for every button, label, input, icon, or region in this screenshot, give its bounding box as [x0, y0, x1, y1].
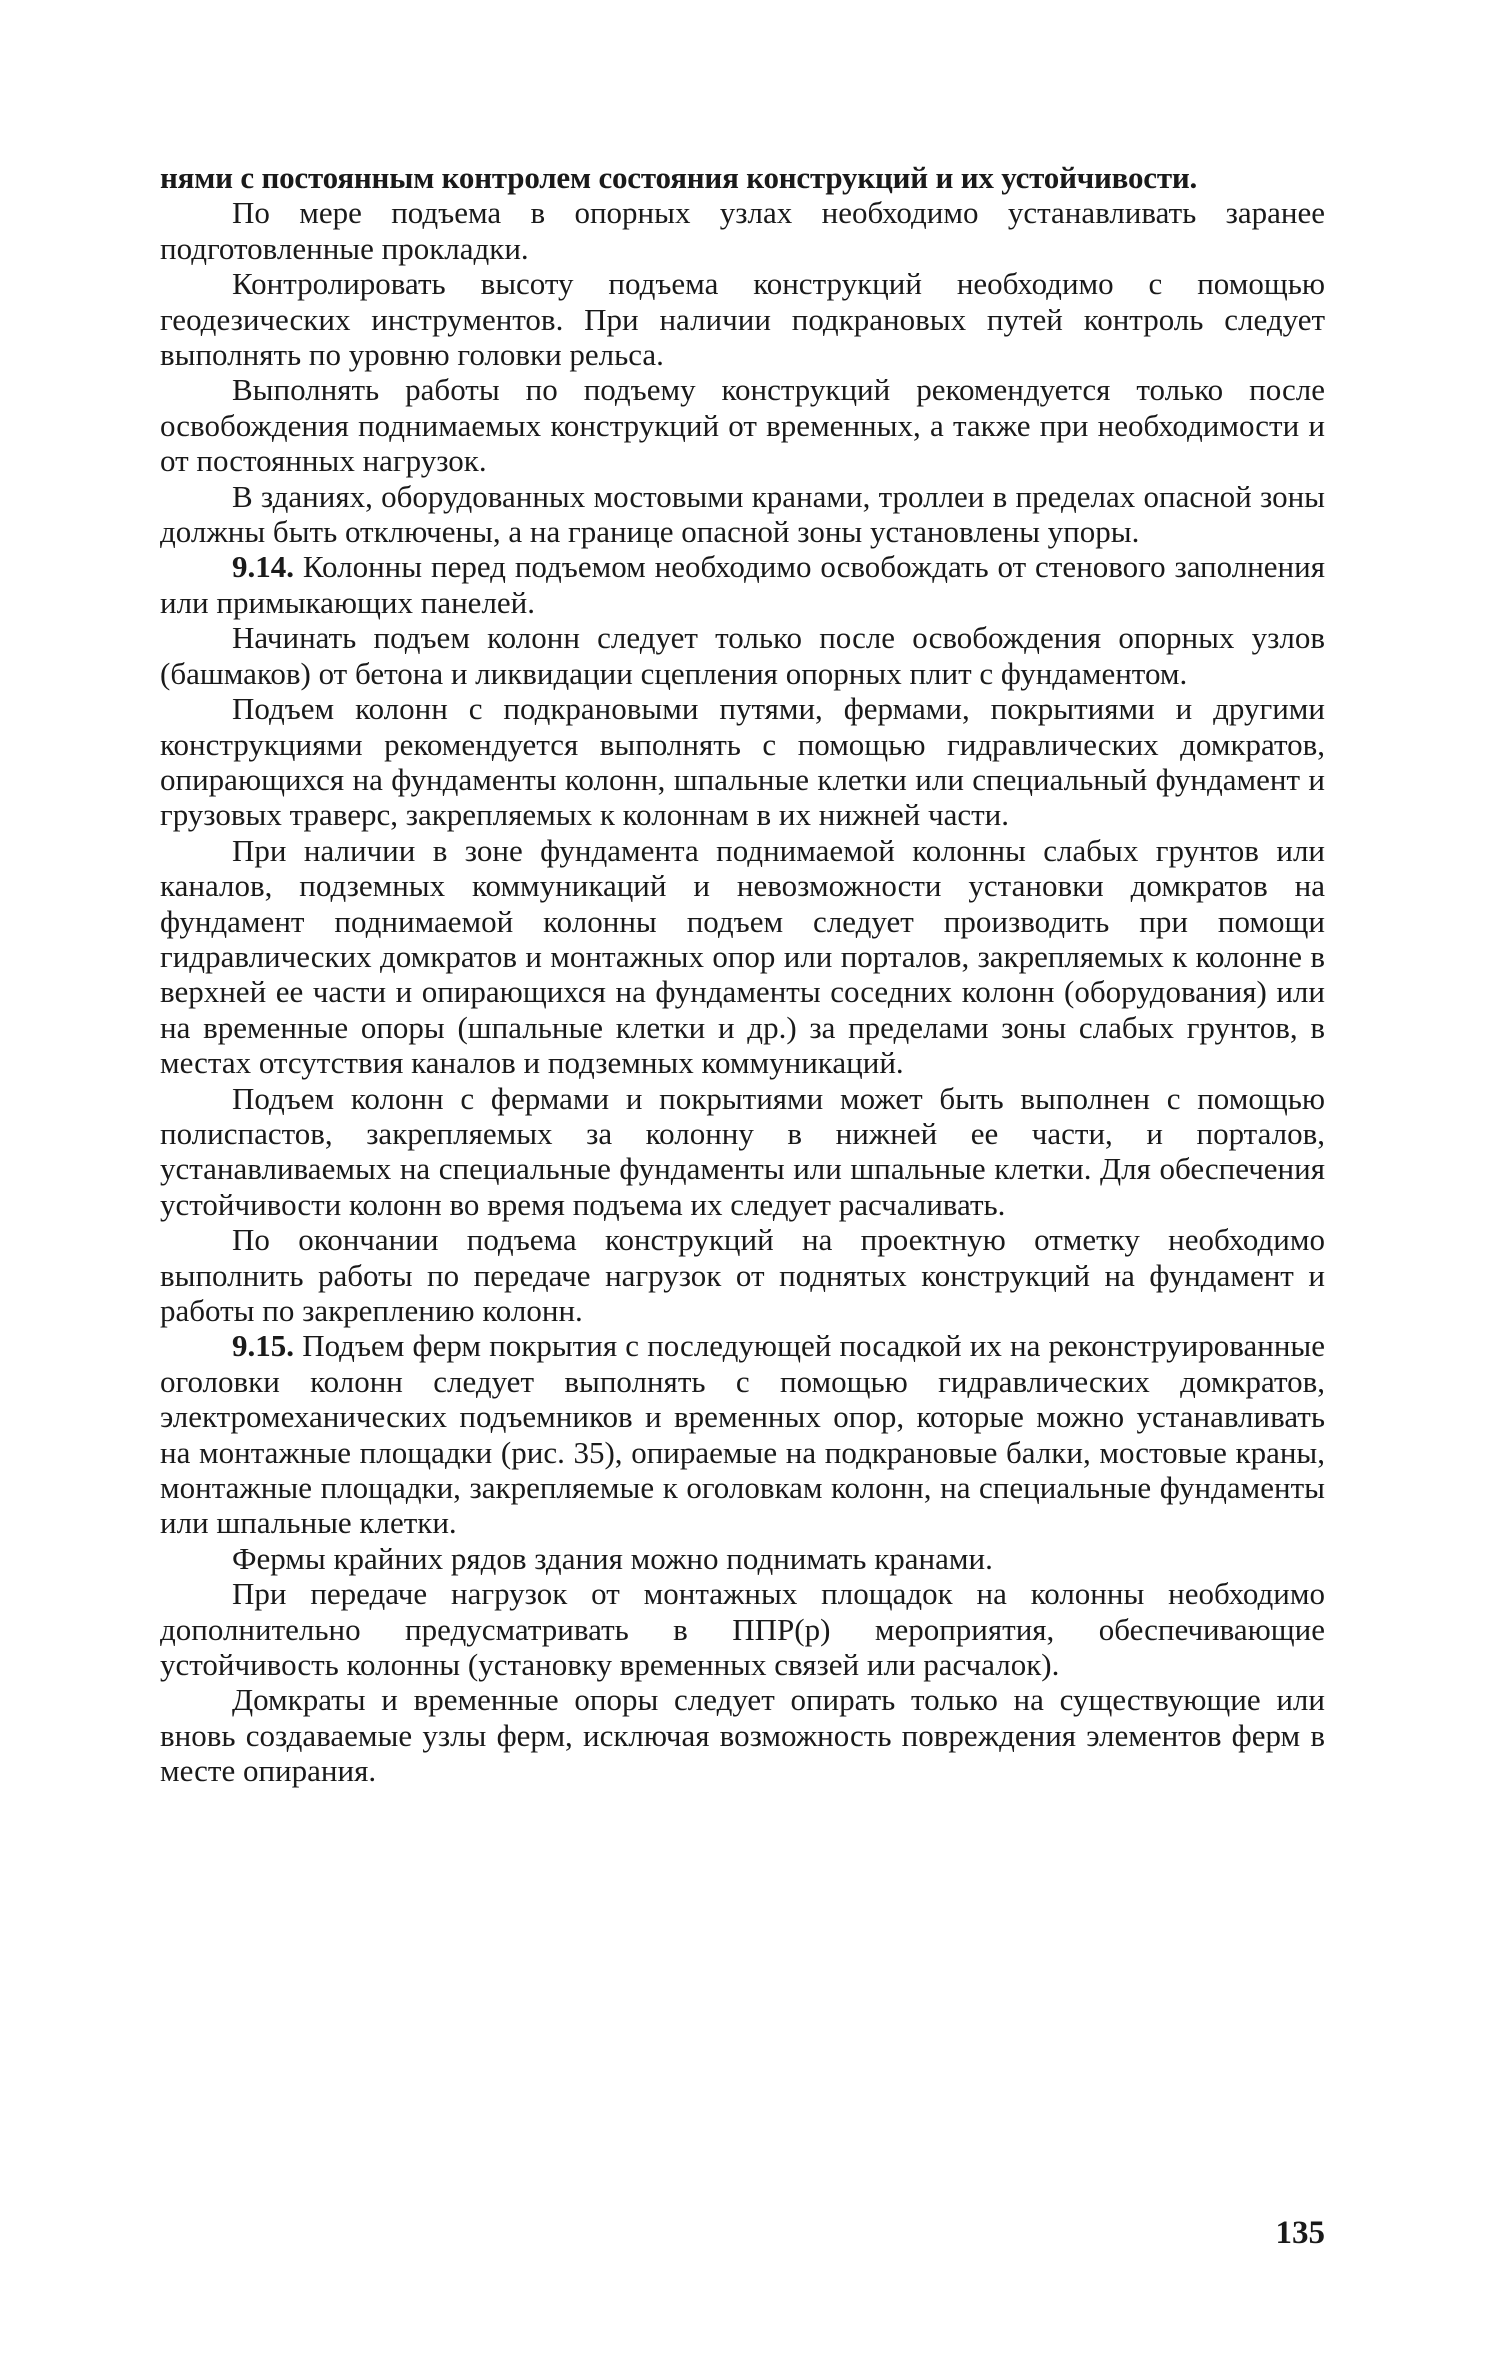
document-body — [160, 160, 1325, 1789]
paragraph — [160, 479, 1325, 550]
paragraph-text: Фермы крайних рядов здания можно поднимать кранами. — [232, 1540, 993, 1576]
paragraph — [160, 549, 1325, 620]
paragraph-text: Выполнять работы по подъему конструкций рекомендуется только после освобождения поднимаемых конструкций от временных, а также при необходимости и от постоянных нагрузок. — [160, 372, 1325, 479]
paragraph-text: Начинать подъем колонн следует только после освобождения опорных узлов (башмаков) от бетона и ликвидации сцепления опорных плит с фундаментом. — [160, 620, 1325, 691]
paragraph — [160, 1222, 1325, 1328]
paragraph — [160, 1541, 1325, 1576]
paragraph — [160, 1576, 1325, 1682]
paragraph — [160, 195, 1325, 266]
section-number: 9.14. — [232, 549, 294, 585]
paragraph-text: Подъем ферм покрытия с последующей посадкой их на реконструированные оголовки колонн следует выполнять с помощью гидравлических домкратов, электромеханических подъемников и временных опор, которые можно устанавливать на монтажные площадки (рис. 35), опираемые на подкрановые балки, мостовые краны, монтажные площадки, закрепляемые к оголовкам колонн, на специальные фундаменты или шпальные клетки. — [160, 1328, 1326, 1541]
paragraph — [160, 620, 1325, 691]
paragraph-text: При наличии в зоне фундамента поднимаемой колонны слабых грунтов или каналов, подземных коммуникаций и невозможности установки домкратов на фундамент поднимаемой колонны подъем следует производить при помощи гидравлических домкратов и монтажных опор или порталов, закрепляемых к колонне в верхней ее части и опирающихся на фундаменты соседних колонн (оборудования) или на временные опоры (шпальные клетки и др.) за пределами зоны слабых грунтов, в местах отсутствия каналов и подземных коммуникаций. — [160, 832, 1325, 1081]
paragraph-text: При передаче нагрузок от монтажных площадок на колонны необходимо дополнительно предусматривать в ППР(р) мероприятия, обеспечивающие устойчивость колонны (установку временных связей или расчалок). — [160, 1576, 1325, 1683]
paragraph — [160, 160, 1325, 195]
paragraph — [160, 1328, 1325, 1540]
document-page — [160, 160, 1325, 2300]
paragraph — [160, 372, 1325, 478]
paragraph-text: Подъем колонн с фермами и покрытиями может быть выполнен с помощью полиспастов, закрепляемых за колонну в нижней ее части, и порталов, устанавливаемых на специальные фундаменты или шпальные клетки. Для обеспечения устойчивости колонн во время подъема их следует расчаливать. — [160, 1080, 1325, 1222]
paragraph-text: По мере подъема в опорных узлах необходимо устанавливать заранее подготовленные прокладки. — [160, 195, 1325, 266]
paragraph-text: По окончании подъема конструкций на проектную отметку необходимо выполнить работы по передаче нагрузок от поднятых конструкций на фундамент и работы по закреплению колонн. — [160, 1222, 1325, 1328]
paragraph — [160, 691, 1325, 833]
paragraph-text: В зданиях, оборудованных мостовыми кранами, троллеи в пределах опасной зоны должны быть отключены, а на границе опасной зоны установлены упоры. — [160, 478, 1325, 550]
paragraph — [160, 1682, 1325, 1788]
paragraph — [160, 266, 1325, 372]
paragraph-text: нями с постоянным контролем состояния конструкций и их устойчивости. — [160, 160, 1198, 195]
paragraph-text: Колонны перед подъемом необходимо освобождать от стенового заполнения или примыкающих панелей. — [160, 549, 1325, 620]
paragraph — [160, 833, 1325, 1081]
paragraph-text: Контролировать высоту подъема конструкций необходимо с помощью геодезических инструментов. При наличии подкрановых путей контроль следует выполнять по уровню головки рельса. — [160, 266, 1325, 373]
section-number: 9.15. — [232, 1328, 294, 1364]
paragraph — [160, 1081, 1325, 1223]
paragraph-text: Подъем колонн с подкрановыми путями, фермами, покрытиями и другими конструкциями рекомендуется выполнять с помощью гидравлических домкратов, опирающихся на фундаменты колонн, шпальные клетки или специальный фундамент и грузовых траверс, закрепляемых к колоннам в их нижней части. — [160, 691, 1325, 833]
page-number: 135 — [1275, 2215, 1325, 2251]
paragraph-text: Домкраты и временные опоры следует опирать только на существующие или вновь создаваемые узлы ферм, исключая возможность повреждения элементов ферм в месте опирания. — [160, 1682, 1325, 1789]
